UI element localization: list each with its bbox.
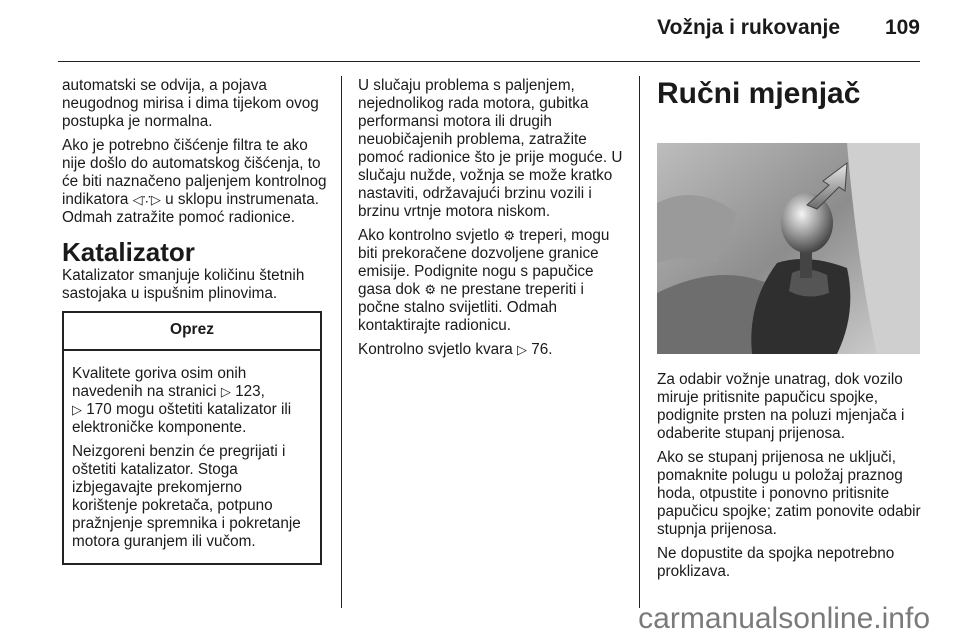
right-column (657, 77, 923, 587)
text-fragment: ne prestane treperiti i počne stalno svijetliti. Odmah kontaktirajte radionicu. (358, 281, 584, 334)
column-divider-2 (639, 76, 640, 608)
text-fragment: mogu oštetiti katalizator ili elektroničke komponente. (72, 401, 292, 436)
page-ref-arrow-icon: ▷ (220, 384, 231, 399)
caution-box (62, 311, 322, 565)
caution-paragraph-fuel (72, 365, 310, 437)
gear-lever-photo (657, 143, 920, 354)
page-ref-arrow-icon: ▷ (72, 402, 82, 417)
page-ref-170[interactable]: 170 (86, 401, 112, 418)
page-ref-arrow-icon: ▷ (517, 342, 527, 357)
left-column (62, 77, 330, 565)
paragraph-ignition-problems: U slučaju problema s paljenjem, nejednolikog rada motora, gubitka performansi motora ili drugih neuobičajenih problema, zatražite pomoć radionice što je prije moguće. U slučaju nužde, vožnja se može kratko nastaviti, održavajući brzinu vozili i brzinu vrtnje motora niskom. (358, 77, 623, 220)
text-fragment: Kvalitete goriva osim onih navedenih na stranici (72, 365, 247, 400)
particle-filter-indicator-icon: ◁∵▷ (132, 192, 161, 207)
caution-body (64, 351, 320, 563)
section-heading-catalyst: Katalizator (62, 237, 195, 267)
caution-paragraph-petrol: Neizgoreni benzin će pregrijati i oštetiti katalizator. Stoga izbjegavajte prekomjerno korištenje pokretača, potpuno pražnjenje spremnika i pokretanje motora guranjem ili vučom. (72, 443, 301, 550)
paragraph-reverse-gear: Za odabir vožnje unatrag, dok vozilo miruje pritisnite papučicu spojke, podignite prsten na poluzi mjenjača i odaberite stupanj prijenosa. (657, 371, 905, 442)
paragraph-regeneration: automatski se odvija, a pojava neugodnog mirisa i dima tijekom ovog postupka je normalna. (62, 77, 319, 130)
text-fragment: , (260, 383, 265, 400)
text-fragment: Kontrolno svjetlo kvara (358, 341, 517, 358)
caution-title: Oprez (64, 313, 320, 351)
engine-check-icon: ⚙ (503, 228, 516, 243)
text-fragment: . (548, 341, 553, 358)
text-fragment: treperi, mogu biti prekoračene dozvoljene granice emisije. Podignite nogu s papučice gasa dok (358, 227, 610, 298)
paragraph-catalyst: Katalizator smanjuje količinu štetnih sastojaka u ispušnim plinovima. (62, 267, 305, 302)
middle-column (358, 77, 628, 365)
paragraph-malfunction-ref (358, 341, 628, 359)
paragraph-gear-not-engaging: Ako se stupanj prijenosa ne uključi, pomaknite polugu u položaj praznog hoda, otpustite i ponovno pritisnite papučicu spojke; zatim ponovite odabir stupnja prijenosa. (657, 449, 921, 538)
text-fragment: u sklopu instrumenata. Odmah zatražite pomoć radionice. (62, 191, 320, 226)
engine-check-icon: ⚙ (424, 282, 436, 297)
text-fragment: Ako je potrebno čišćenje filtra te ako nije došlo do automatskog čišćenja, to će biti naznačeno paljenjem kontrolnog indikatora (62, 137, 327, 208)
page-ref-123[interactable]: 123 (235, 383, 261, 400)
paragraph-engine-light (358, 227, 628, 335)
text-fragment: Ako kontrolno svjetlo (358, 227, 504, 244)
page-header-title: Vožnja i rukovanje (657, 16, 840, 39)
page-number: 109 (884, 16, 920, 39)
header-divider (58, 61, 920, 62)
watermark: carmanualsonline.info (638, 602, 930, 635)
paragraph-clutch-slip: Ne dopustite da spojka nepotrebno proklizava. (657, 545, 895, 580)
column-divider-1 (341, 76, 342, 608)
section-heading-manual-transmission: Ručni mjenjač (657, 77, 861, 110)
paragraph-filter-cleaning (62, 137, 330, 227)
page-ref-76[interactable]: 76 (531, 341, 549, 358)
